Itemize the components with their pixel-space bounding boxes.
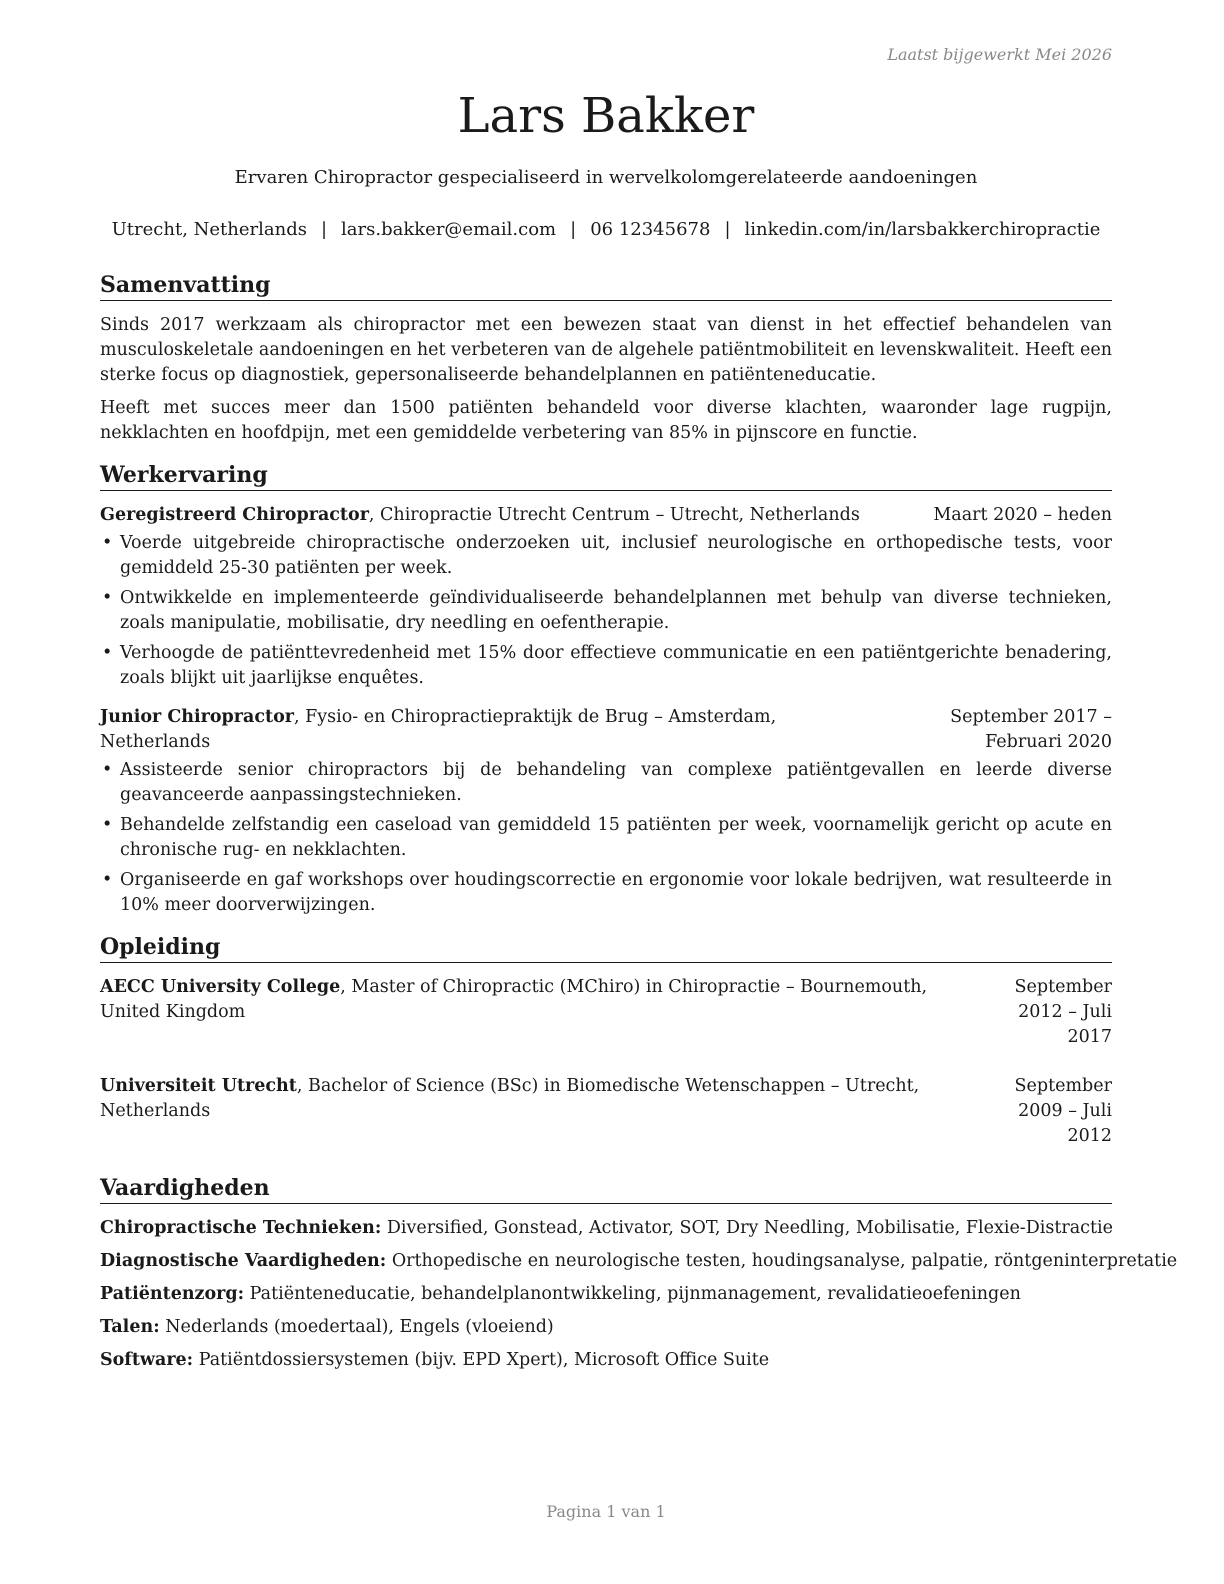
education-school: Universiteit Utrecht [100,1076,297,1096]
job-header [100,705,1112,755]
job-company: , Fysio- en Chiropractiepraktijk de Brug – Amsterdam, Netherlands [100,707,777,752]
job-company: , Chiropractie Utrecht Centrum – Utrecht, Netherlands [368,505,860,525]
skill-value: Patiëntdossiersystemen (bijv. EPD Xpert), Microsoft Office Suite [193,1350,770,1370]
job-bullet: • Verhoogde de patiënttevredenheid met 15% door effectieve communicatie en een patiëntgerichte benadering, zoals blijkt uit jaarlijkse enquêtes. [100,641,1112,691]
job-bullets [100,758,1112,918]
job-dates: Maart 2020 – heden [933,505,1112,525]
section-title-education: Opleiding [100,932,1112,963]
skill-value: Orthopedische en neurologische testen, houdingsanalyse, palpatie, röntgeninterpretatie [386,1251,1178,1271]
education-detail: , Bachelor of Science (BSc) in Biomedische Wetenschappen – Utrecht, Netherlands [100,1076,920,1121]
job-title-line [100,503,933,528]
skill-value: Diversified, Gonstead, Activator, SOT, Dry Needling, Mobilisatie, Flexie-Distractie [381,1218,1113,1238]
education-title-line [100,1074,972,1149]
job-entry [100,705,1112,918]
education-title-line [100,975,972,1050]
tagline: Ervaren Chiropractor gespecialiseerd in wervelkolomgerelateerde aandoeningen [234,167,978,188]
contact-email[interactable]: lars.bakker@email.com [341,219,557,240]
job-title-line [100,705,872,755]
job-dates: September 2017 – Februari 2020 [950,707,1112,752]
contact-location: Utrecht, Netherlands [111,219,307,240]
skill-value: Patiënteneducatie, behandelplanontwikkeling, pijnmanagement, revalidatieoefeningen [244,1284,1021,1304]
education-detail: , Master of Chiropractic (MChiro) in Chiropractie – Bournemouth, United Kingdom [100,977,928,1022]
education-dates: September 2009 – Juli 2012 [1014,1076,1112,1146]
skill-line [100,1315,1112,1340]
contact-linkedin[interactable]: linkedin.com/in/larsbakkerchiropractie [744,219,1101,240]
candidate-name: Lars Bakker [457,88,755,144]
section-title-summary: Samenvatting [100,270,1112,301]
education-entry [100,1074,1112,1149]
skill-line [100,1282,1112,1307]
contact-line [100,219,1112,240]
resume-page [100,0,1178,1584]
resume-content [100,270,1178,1381]
skill-label: Talen: [100,1317,160,1337]
page-footer: Pagina 1 van 1 [546,1502,666,1521]
skill-label: Chiropractische Technieken: [100,1218,382,1238]
skill-label: Patiëntenzorg: [100,1284,245,1304]
job-bullet: • Behandelde zelfstandig een caseload van gemiddeld 15 patiënten per week, voornamelijk gericht op acute en chronische rug- en nekklachten. [100,813,1112,863]
skill-value: Nederlands (moedertaal), Engels (vloeiend) [159,1317,554,1337]
contact-phone: 06 12345678 [590,219,711,240]
contact-separator: | [320,219,328,240]
education-entry [100,975,1112,1050]
education-dates: September 2012 – Juli 2017 [1014,977,1112,1047]
job-header [100,503,1112,528]
job-bullet: • Assisteerde senior chiropractors bij de behandeling van complexe patiëntgevallen en leerde diverse geavanceerde aanpassingstechnieken. [100,758,1112,808]
skill-line [100,1216,1112,1241]
job-role: Junior Chiropractor [100,707,294,727]
last-updated: Laatst bijgewerkt Mei 2026 [887,45,1112,64]
contact-separator: | [724,219,731,240]
skill-line [100,1348,1112,1373]
job-bullet: • Voerde uitgebreide chiropractische onderzoeken uit, inclusief neurologische en orthopedische tests, voor gemiddeld 25-30 patiënten per week. [100,531,1112,581]
job-entry [100,503,1112,691]
skill-label: Diagnostische Vaardigheden: [100,1251,387,1271]
job-bullets [100,531,1112,691]
skill-label: Software: [100,1350,194,1370]
job-role: Geregistreerd Chiropractor [100,505,369,525]
section-title-experience: Werkervaring [100,460,1112,491]
skill-line [100,1249,1178,1274]
education-school: AECC University College [100,977,341,997]
summary-paragraph: Heeft met succes meer dan 1500 patiënten behandeld voor diverse klachten, waaronder lage rugpijn, nekklachten en hoofdpijn, met een gemiddelde verbetering van 85% in pijnscore en functie. [100,398,1112,443]
contact-separator: | [570,219,577,240]
job-bullet: • Organiseerde en gaf workshops over houdingscorrectie en ergonomie voor lokale bedrijven, wat resulteerde in 10% meer doorverwijzingen. [100,868,1112,918]
job-bullet: • Ontwikkelde en implementeerde geïndividualiseerde behandelplannen met behulp van diverse technieken, zoals manipulatie, mobilisatie, dry needling en oefentherapie. [100,586,1112,636]
section-title-skills: Vaardigheden [100,1173,1112,1204]
summary-paragraph: Sinds 2017 werkzaam als chiropractor met een bewezen staat van dienst in het effectief behandelen van musculoskeletale aandoeningen en het verbeteren van de algehele patiëntmobiliteit en levenskwaliteit. Heeft een sterke focus op diagnostiek, gepersonaliseerde behandelplannen en patiënteneducatie. [100,315,1112,385]
